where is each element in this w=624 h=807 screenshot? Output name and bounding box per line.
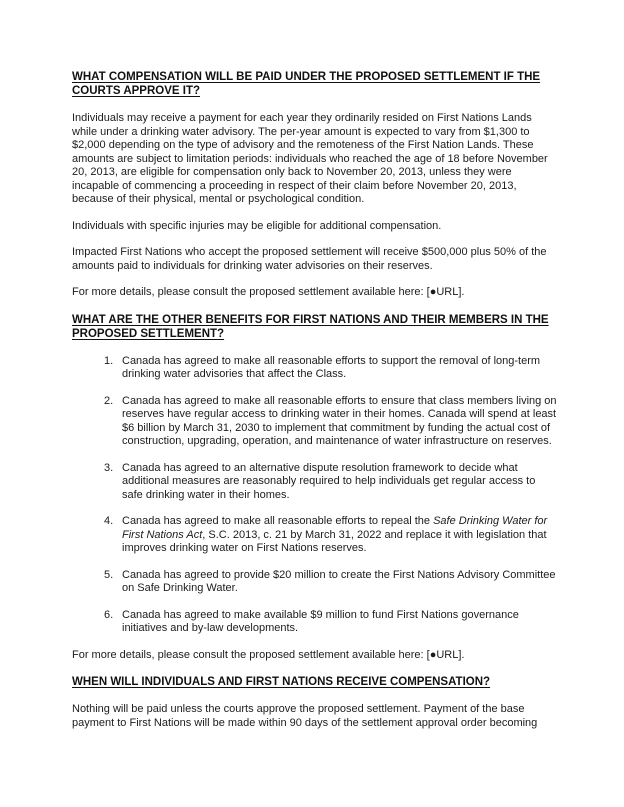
list-item-2-number: 2. — [104, 394, 114, 407]
list-item-5-number: 5. — [104, 568, 114, 581]
list-item-4-text-after: , S.C. 2013, c. 21 by March 31, 2022 and replace it with legislation that improves drinking water on First Nations reserves. — [122, 528, 547, 554]
list-item-3-text: Canada has agreed to an alternative dispute resolution framework to decide what additional measures are reasonably required to help individuals get regular access to safe drinking water in their homes. — [122, 461, 536, 501]
list-item-2-text: Canada has agreed to make all reasonable efforts to ensure that class members living on reserves have regular access to drinking water in their homes. Canada will spend at least $6 billion by March 31, 2030 to implement that commitment by funding the actual cost of construction, upgrading, operation, and maintenance of water infrastructure on reserves. — [122, 394, 557, 447]
list-item-1 — [72, 355, 558, 382]
paragraph-more-details-url-2: For more details, please consult the proposed settlement available here: [●URL]. — [72, 648, 465, 661]
paragraph-specific-injuries: Individuals with specific injuries may be eligible for additional compensation. — [72, 219, 442, 232]
paragraph-more-details-url-1: For more details, please consult the proposed settlement available here: [●URL]. — [72, 286, 465, 298]
list-item-6-text: Canada has agreed to make available $9 million to fund First Nations governance initiatives and by-law developments. — [122, 608, 519, 634]
list-item-3-number: 3. — [104, 461, 114, 474]
list-item-5-text: Canada has agreed to provide $20 million to create the First Nations Advisory Committee on Safe Drinking Water. — [122, 568, 556, 594]
paragraph-payment-timing: Nothing will be paid unless the courts approve the proposed settlement. Payment of the base payment to First Nations will be made within 90 days of the settlement approval order becoming — [72, 703, 538, 729]
list-item-1-text: Canada has agreed to make all reasonable efforts to support the removal of long-term drinking water advisories that affect the Class. — [122, 354, 541, 380]
act-title-italic: Safe Drinking Water for First Nations Act — [122, 515, 548, 541]
list-item-4-number: 4. — [104, 515, 114, 527]
list-item-1-number: 1. — [104, 354, 114, 367]
list-item-3 — [72, 462, 558, 503]
list-item-6-number: 6. — [104, 608, 114, 621]
list-item-5 — [72, 569, 558, 596]
section-heading-compensation-amount: WHAT COMPENSATION WILL BE PAID UNDER THE PROPOSED SETTLEMENT IF THE COURTS APPROVE IT? — [72, 71, 541, 97]
list-item-4-text — [122, 515, 558, 556]
list-item-2 — [72, 395, 558, 449]
list-item-6 — [72, 609, 558, 636]
benefits-numbered-list — [72, 355, 558, 636]
paragraph-individual-payment: Individuals may receive a payment for each year they ordinarily resided on First Nations Lands while under a drinking water advisory. The per-year amount is expected to vary from $1,300 to $2,000 depending on the type of advisory and the remoteness of the First Nation Lands. These amounts are subject to limitation periods: individuals who reached the age of 18 before November 20, 2013, are eligible for compensation only back to November 20, 2013, unless they were incapable of commencing a proceeding in respect of their claim before November 20, 2013, because of their physical, mental or psychological condition. — [72, 112, 548, 205]
section-heading-other-benefits: WHAT ARE THE OTHER BENEFITS FOR FIRST NATIONS AND THEIR MEMBERS IN THE PROPOSED SETTLEMENT? — [72, 313, 549, 340]
paragraph-first-nations-payment: Impacted First Nations who accept the proposed settlement will receive $500,000 plus 50% of the amounts paid to individuals for drinking water advisories on their reserves. — [72, 246, 547, 272]
list-item-4-text-before: Canada has agreed to make all reasonable efforts to repeal the — [122, 515, 434, 527]
section-heading-when-compensation: WHEN WILL INDIVIDUALS AND FIRST NATIONS RECEIVE COMPENSATION? — [72, 676, 491, 688]
list-item-4 — [72, 515, 558, 556]
